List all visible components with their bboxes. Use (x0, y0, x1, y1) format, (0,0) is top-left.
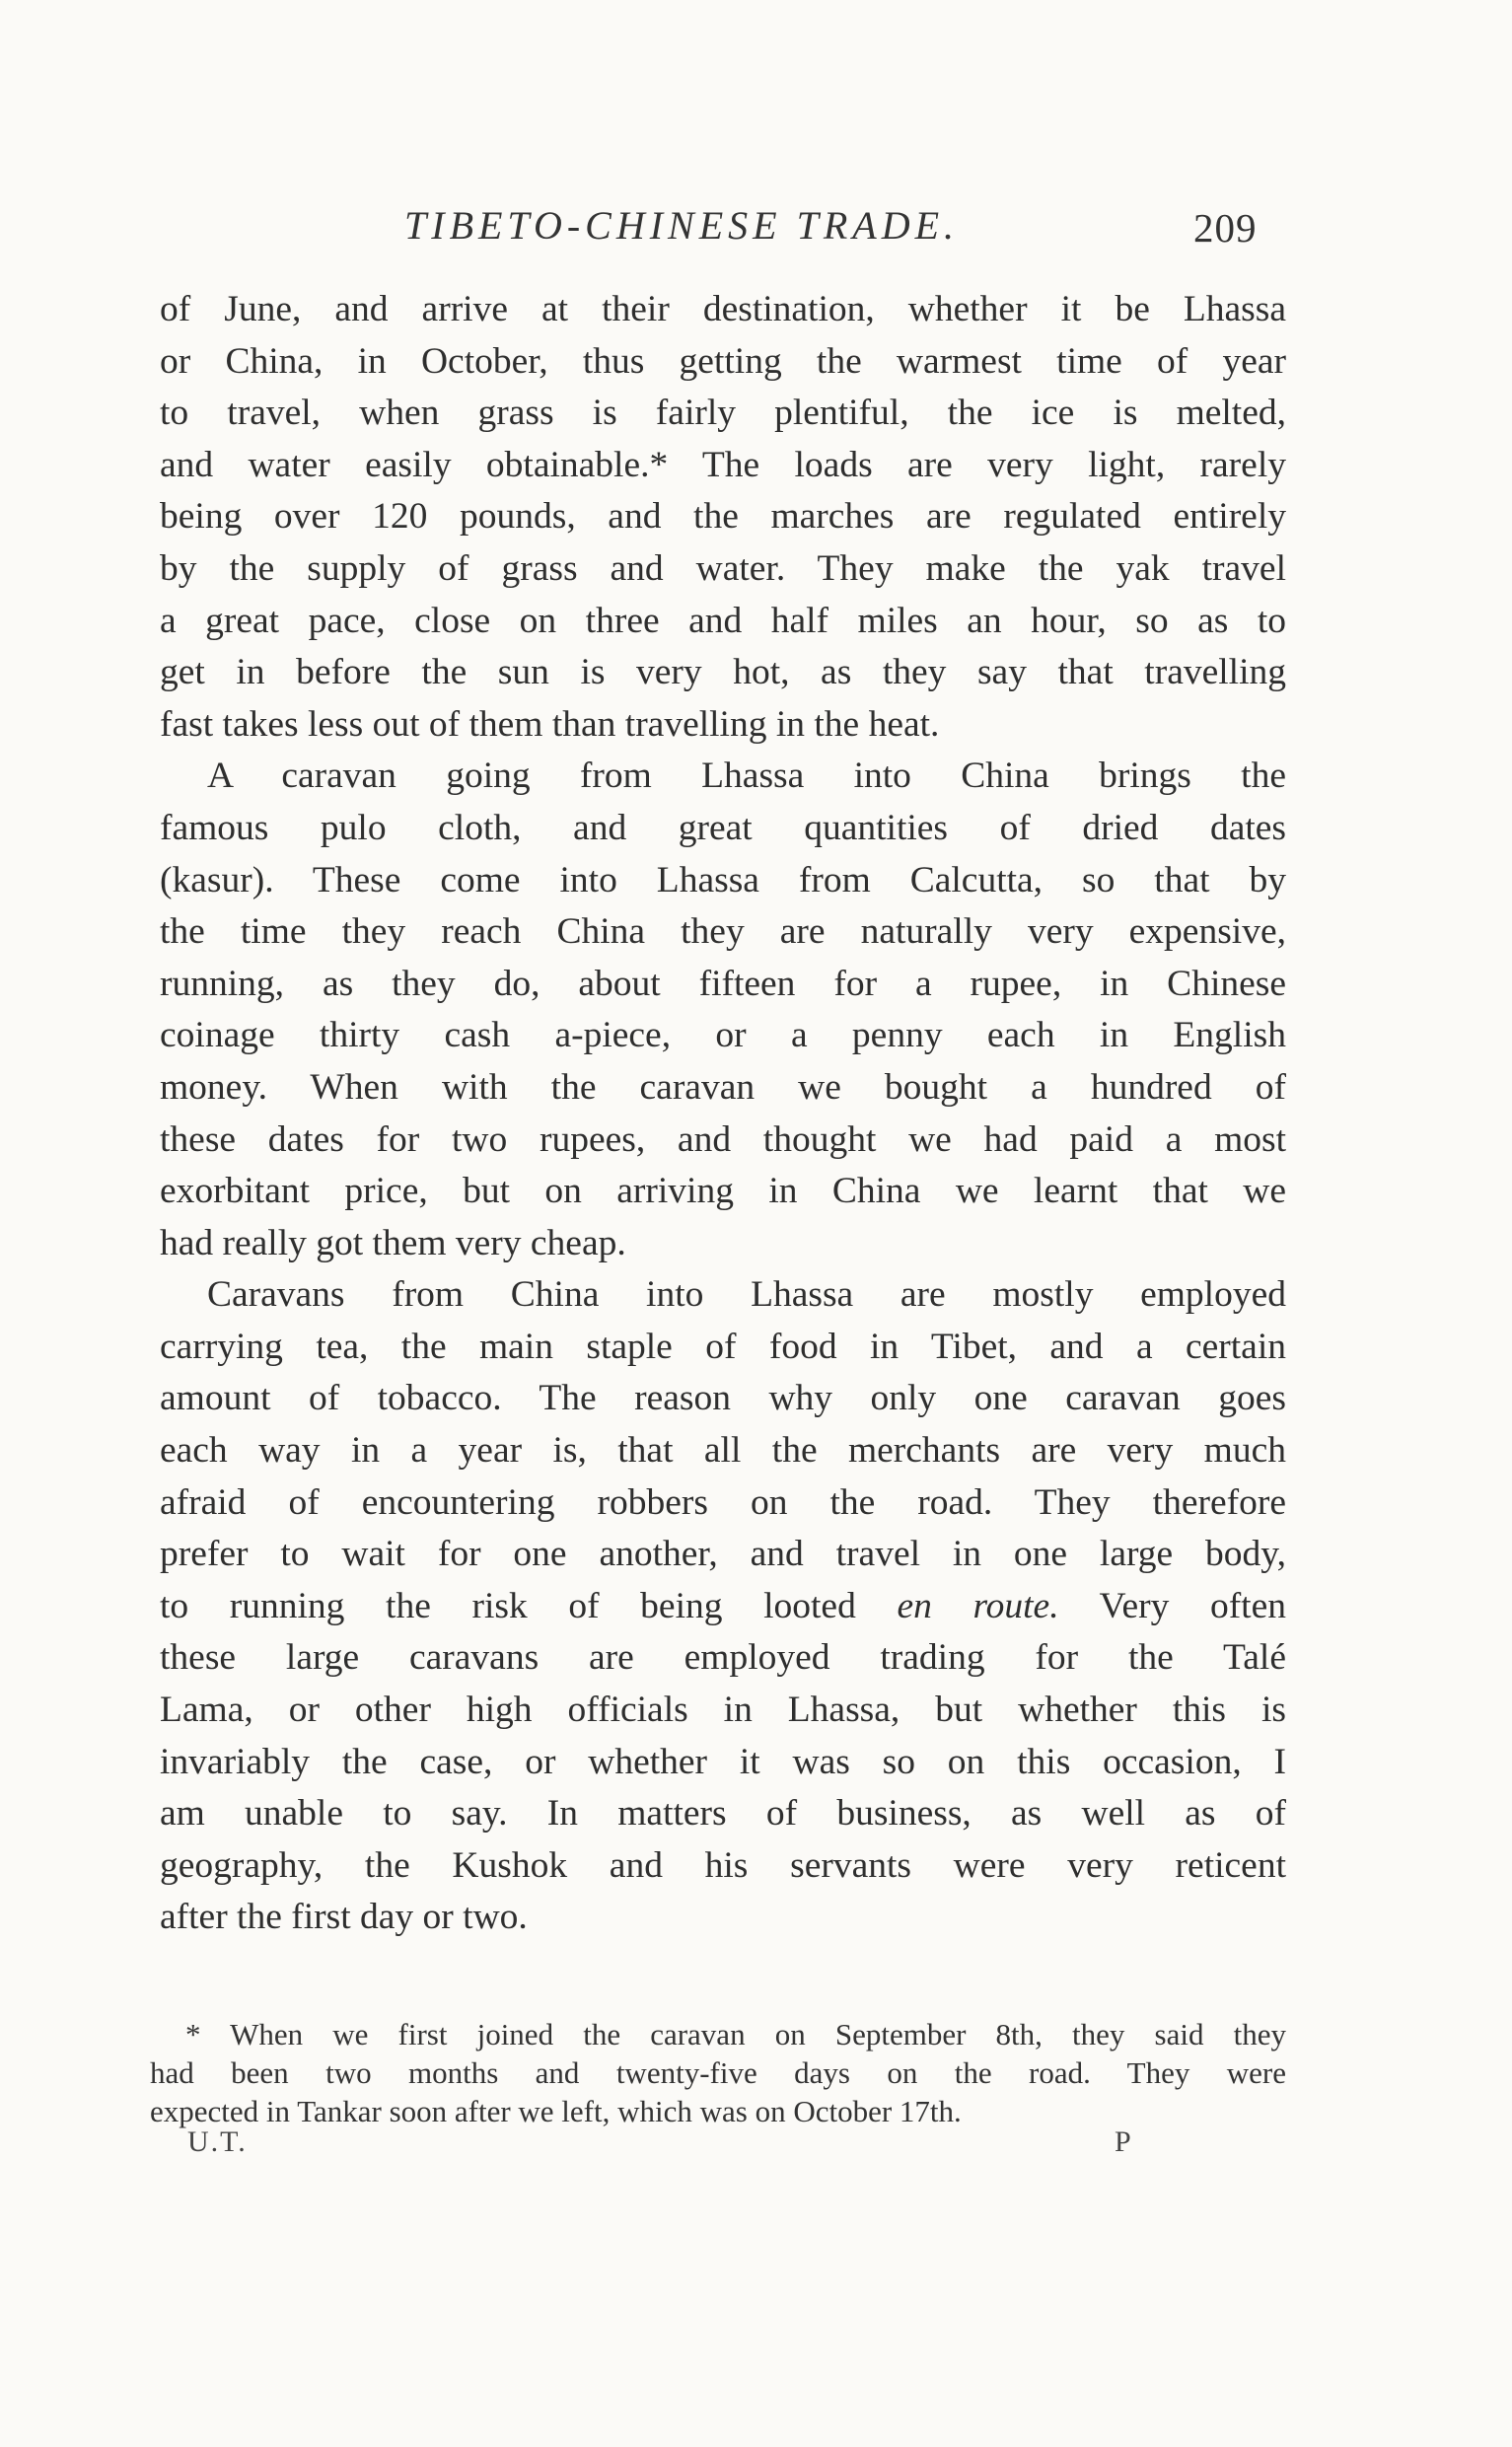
text-line: a great pace, close on three and half miles an hour, so as to (160, 600, 1286, 641)
body-text (160, 284, 1286, 1944)
text-line: exorbitant price, but on arriving in China we learnt that we (160, 1171, 1286, 1212)
text-line: am unable to say. In matters of business, as well as of (160, 1793, 1286, 1835)
text-line: Lama, or other high officials in Lhassa, but whether this is (160, 1690, 1286, 1731)
text-line: after the first day or two. (160, 1897, 528, 1938)
text-line: amount of tobacco. The reason why only one caravan goes (160, 1378, 1286, 1419)
text-line: carrying tea, the main staple of food in Tibet, and a certain (160, 1326, 1286, 1367)
text-line: being over 120 pounds, and the marches are regulated entirely (160, 496, 1286, 538)
text-line: running, as they do, about fifteen for a rupee, in Chinese (160, 963, 1286, 1004)
text-line: coinage thirty cash a-piece, or a penny each in English (160, 1015, 1286, 1056)
italic-phrase: en route. (897, 1585, 1059, 1626)
signature-mark-right: P (1115, 2125, 1133, 2158)
text-line: fast takes less out of them than travelling in the heat. (160, 703, 940, 745)
text-line: money. When with the caravan we bought a hundred of (160, 1066, 1286, 1108)
text-line-mixed (160, 1581, 1286, 1633)
text-line: or China, in October, thus getting the warmest time of year (160, 340, 1286, 382)
running-title: TIBETO-CHINESE TRADE. (404, 203, 960, 248)
footnote-line: * When we first joined the caravan on September 8th, they said they (185, 2017, 1286, 2051)
text-segment: to running the risk of being looted (160, 1585, 856, 1626)
page-number: 209 (1193, 205, 1258, 251)
text-line: of June, and arrive at their destination, whether it be Lhassa (160, 289, 1286, 329)
text-line: afraid of encountering robbers on the road. They therefore (160, 1481, 1286, 1523)
text-line: famous pulo cloth, and great quantities of dried dates (160, 807, 1286, 848)
text-line: get in before the sun is very hot, as they say that travelling (160, 652, 1286, 693)
text-line: each way in a year is, that all the merchants are very much (160, 1430, 1286, 1472)
signature-mark-left: U.T. (187, 2125, 248, 2158)
text-segment: Very often (1099, 1585, 1286, 1626)
footnote (150, 2015, 1286, 2130)
text-line: invariably the case, or whether it was so on this occasion, I (160, 1741, 1286, 1782)
footnote-line: expected in Tankar soon after we left, which was on October 17th. (150, 2094, 962, 2128)
text-line: geography, the Kushok and his servants were very reticent (160, 1844, 1286, 1886)
text-line: these dates for two rupees, and thought we had paid a most (160, 1118, 1286, 1160)
text-line: had really got them very cheap. (160, 1222, 626, 1263)
text-line: these large caravans are employed trading for the Talé (160, 1637, 1286, 1679)
text-line: to travel, when grass is fairly plentiful, the ice is melted, (160, 393, 1286, 434)
text-line: A caravan going from Lhassa into China brings the (207, 756, 1286, 797)
text-line: the time they reach China they are naturally very expensive, (160, 911, 1286, 953)
running-head (404, 202, 1292, 261)
text-line: and water easily obtainable.* The loads are very light, rarely (160, 444, 1286, 485)
text-line: by the supply of grass and water. They make the yak travel (160, 547, 1286, 589)
text-line: Caravans from China into Lhassa are mostly employed (207, 1274, 1286, 1316)
text-line: (kasur). These come into Lhassa from Calcutta, so that by (160, 859, 1286, 900)
text-line: prefer to wait for one another, and travel in one large body, (160, 1534, 1286, 1575)
footnote-line: had been two months and twenty-five days on the road. They were (150, 2055, 1286, 2090)
